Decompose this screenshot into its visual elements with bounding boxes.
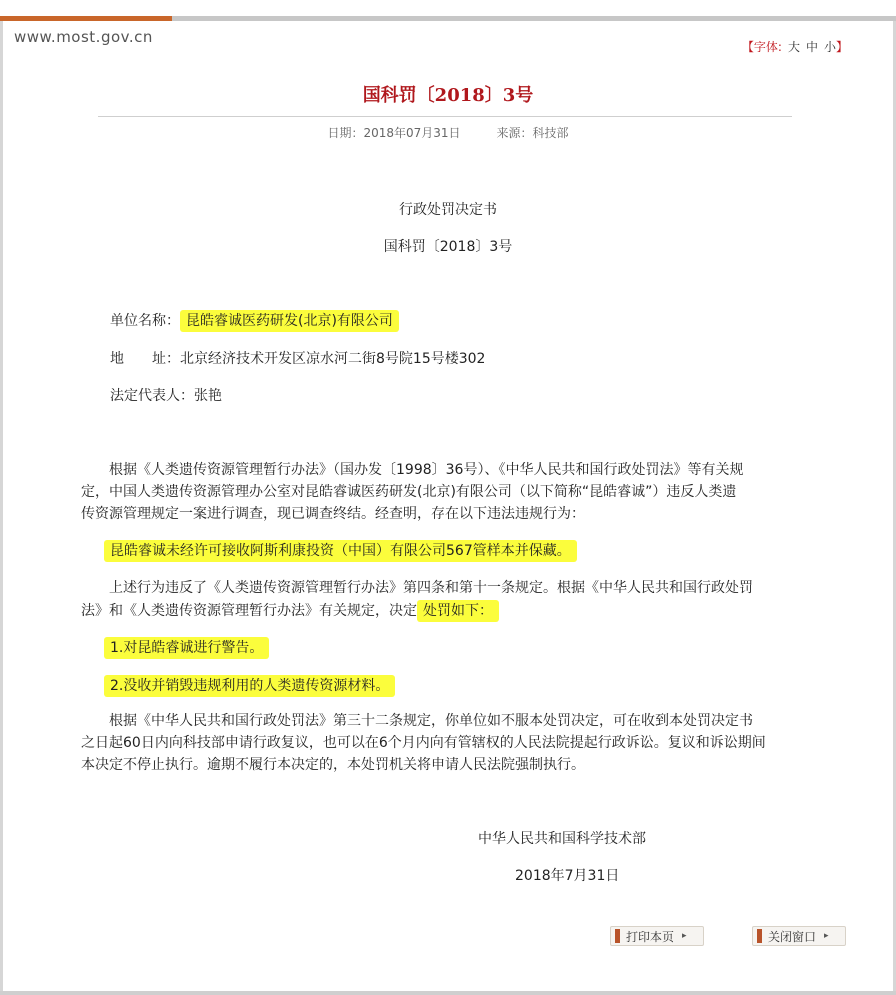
decision-heading: 行政处罚决定书	[399, 202, 497, 218]
violation-text: 昆皓睿诚未经许可接收阿斯利康投资（中国）有限公司567管样本并保藏。	[104, 540, 577, 562]
print-button-marker-icon	[615, 929, 620, 943]
paragraph-appeal	[81, 710, 813, 776]
penalty-item-2	[104, 675, 395, 695]
meta-source: 来源：科技部	[496, 126, 569, 140]
paragraph-decision	[81, 577, 813, 623]
paragraph-line: 根据《人类遗传资源管理暂行办法》（国办发〔1998〕36号）、《中华人民共和国行政处罚法》等有关规	[81, 462, 744, 478]
entity-name-row	[110, 310, 399, 330]
print-button-label: 打印本页	[626, 929, 675, 944]
font-size-medium-option[interactable]: 中	[805, 40, 818, 54]
paragraph-line: 定，中国人类遗传资源管理办公室对昆皓睿诚医药研发(北京)有限公司（以下简称“昆皓睿诚”）违反人类遗	[81, 484, 737, 500]
frame-bottom-border	[0, 991, 896, 995]
font-size-large-option[interactable]: 大	[787, 40, 800, 54]
paragraph-line: 上述行为违反了《人类遗传资源管理暂行办法》第四条和第十一条规定。根据《中华人民共和国行政处罚	[81, 580, 753, 596]
document-meta	[0, 124, 896, 141]
paragraph-line: 本决定不停止执行。逾期不履行本决定的，本处罚机关将申请人民法院强制执行。	[81, 757, 585, 773]
paragraph-line: 根据《中华人民共和国行政处罚法》第三十二条规定，你单位如不服本处罚决定，可在收到本处罚决定书	[81, 713, 753, 729]
decision-highlight: 处罚如下：	[417, 600, 499, 622]
paragraph-investigation	[81, 459, 813, 525]
meta-date: 日期：2018年07月31日	[327, 126, 461, 140]
decision-number: 国科罚〔2018〕3号	[383, 239, 513, 255]
chevron-right-icon: ▸	[682, 931, 687, 941]
entity-address-label: 地 址：	[110, 351, 180, 367]
violation-row	[104, 540, 577, 560]
penalty-item-2-text: 2.没收并销毁违规利用的人类遗传资源材料。	[104, 675, 395, 697]
print-page-button[interactable]	[610, 926, 704, 946]
signature-date: 2018年7月31日	[515, 868, 620, 884]
entity-rep-label: 法定代表人：	[110, 388, 194, 404]
font-size-label: 字体:	[753, 40, 782, 54]
font-size-bracket-open: 【	[741, 40, 754, 54]
paragraph-line: 传资源管理规定一案进行调查，现已调查终结。经查明，存在以下违法违规行为：	[81, 506, 585, 522]
signature-org: 中华人民共和国科学技术部	[478, 831, 646, 847]
font-size-control	[742, 38, 848, 55]
top-bar	[0, 16, 896, 21]
frame-left-border	[0, 21, 3, 991]
entity-rep-row	[110, 385, 222, 405]
font-size-bracket-close: 】	[835, 40, 848, 54]
close-button-label: 关闭窗口	[768, 929, 817, 944]
title-divider	[98, 116, 792, 117]
entity-address-row	[110, 348, 485, 368]
decision-line-text: 法》和《人类遗传资源管理暂行办法》有关规定，决定	[81, 603, 417, 619]
font-size-small-option[interactable]: 小	[823, 40, 836, 54]
chevron-right-icon: ▸	[824, 931, 829, 941]
document-title: 国科罚〔2018〕3号	[362, 85, 534, 106]
entity-name-label: 单位名称：	[110, 313, 180, 329]
site-url: www.most.gov.cn	[14, 28, 153, 46]
penalty-item-1	[104, 637, 269, 657]
close-button-marker-icon	[757, 929, 762, 943]
paragraph-line	[81, 600, 813, 623]
entity-address-value: 北京经济技术开发区凉水河二街8号院15号楼302	[180, 351, 486, 367]
top-bar-accent	[0, 16, 172, 21]
entity-rep-value: 张艳	[194, 388, 222, 404]
paragraph-line: 之日起60日内向科技部申请行政复议，也可以在6个月内向有管辖权的人民法院提起行政诉讼。复议和诉讼期间	[81, 735, 766, 751]
penalty-item-1-text: 1.对昆皓睿诚进行警告。	[104, 637, 269, 659]
close-window-button[interactable]	[752, 926, 846, 946]
entity-name-value: 昆皓睿诚医药研发(北京)有限公司	[180, 310, 399, 332]
